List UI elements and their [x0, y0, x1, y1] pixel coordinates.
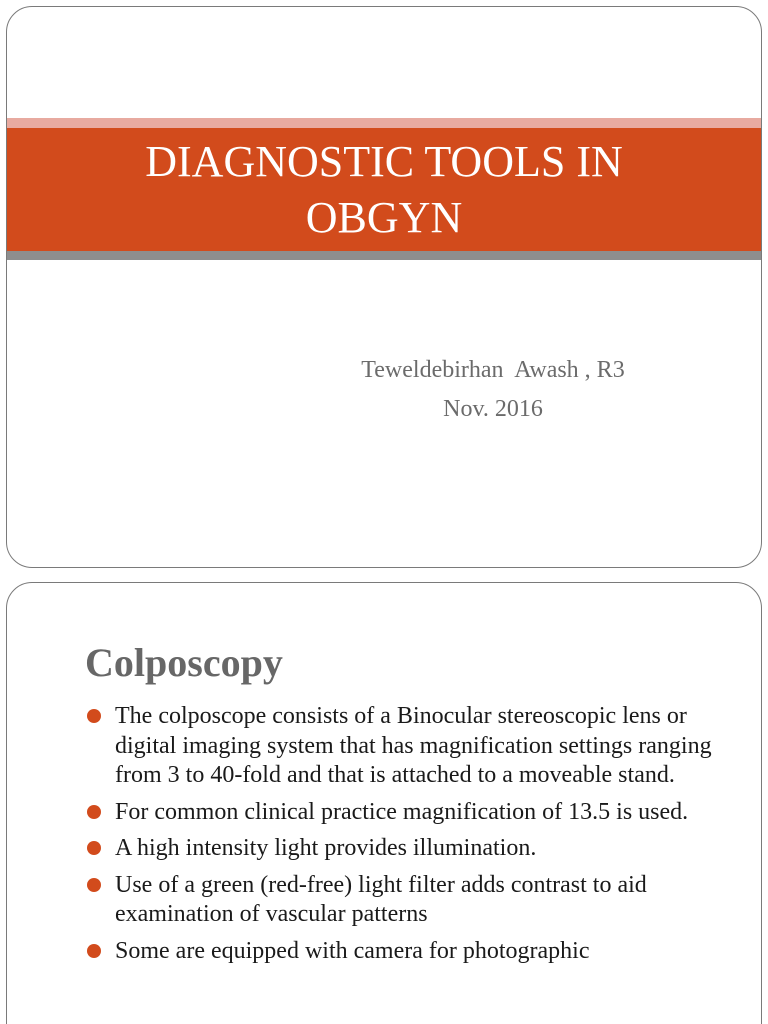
bullet-dot-icon	[87, 805, 101, 819]
bullet-text: For common clinical practice magnification of 13.5 is used.	[115, 798, 689, 825]
date-line: Nov. 2016	[443, 396, 543, 422]
bullet-item	[85, 937, 725, 967]
author-line: Teweldebirhan Awash , R3	[361, 357, 625, 383]
bullet-text: Use of a green (red-free) light filter adds contrast to aid examination of vascular patterns	[115, 871, 647, 927]
bullet-text: A high intensity light provides illumination.	[115, 835, 537, 861]
title-band-bottom-stripe	[7, 251, 761, 260]
slide-subtitle	[307, 351, 679, 429]
slide-title	[145, 134, 623, 246]
slide-heading: Colposcopy	[85, 640, 283, 685]
slide-title-line-2: OBGYN	[305, 192, 463, 242]
bullet-text: The colposcope consists of a Binocular stereoscopic lens or digital imaging system that has magnification settings ranging from 3 to 40-fold and that is attached to a moveable stand.	[115, 703, 712, 788]
bullet-list	[85, 702, 725, 973]
title-band-top-stripe	[7, 118, 761, 128]
bullet-dot-icon	[87, 841, 101, 855]
bullet-dot-icon	[87, 709, 101, 723]
bullet-item	[85, 798, 725, 828]
slide-title-line-1: DIAGNOSTIC TOOLS IN	[145, 136, 623, 186]
bullet-item	[85, 871, 725, 930]
bullet-item	[85, 834, 725, 864]
content-slide	[6, 582, 762, 1024]
bullet-dot-icon	[87, 878, 101, 892]
bullet-dot-icon	[87, 944, 101, 958]
bullet-text: Some are equipped with camera for photographic	[115, 937, 590, 964]
title-band	[7, 128, 761, 251]
bullet-item	[85, 702, 725, 791]
title-slide	[6, 6, 762, 568]
